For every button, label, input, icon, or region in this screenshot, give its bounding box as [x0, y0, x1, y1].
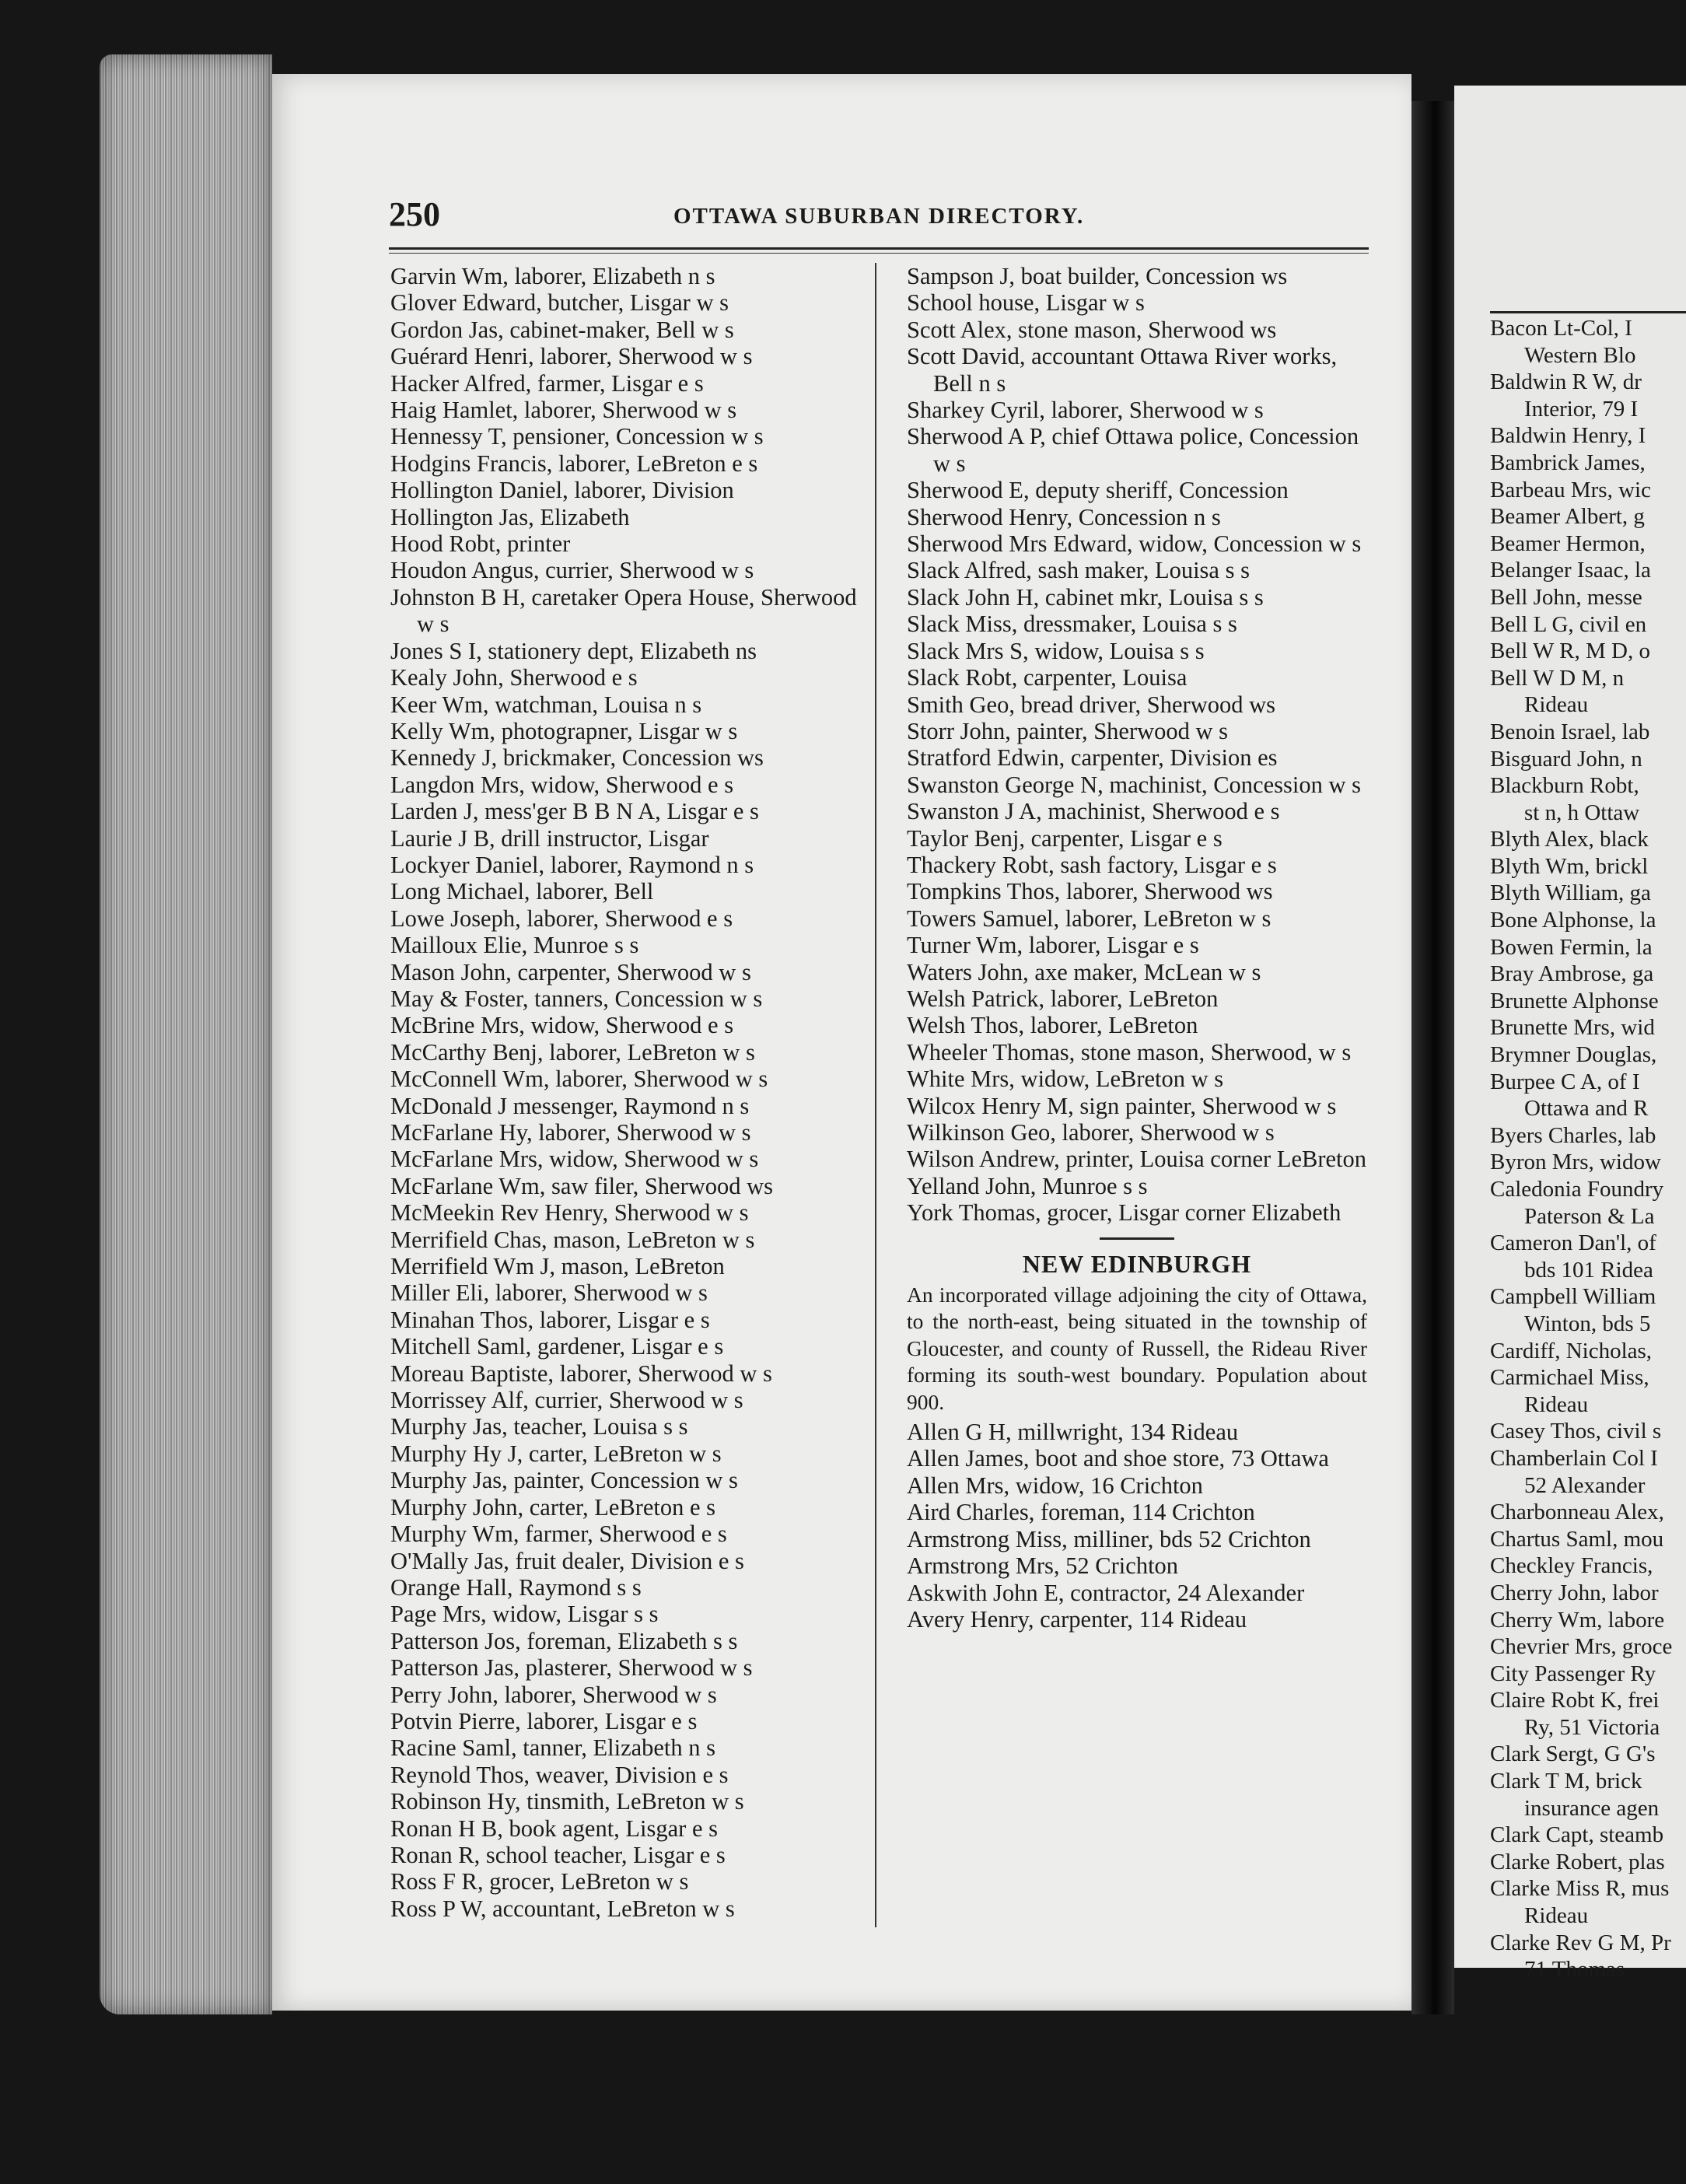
facing-page-line: Brunette Mrs, wid [1490, 1015, 1655, 1041]
directory-entry: Ross P W, accountant, LeBreton w s [390, 1895, 735, 1922]
facing-page-line: Baldwin R W, dr [1490, 369, 1642, 395]
directory-entry: O'Mally Jas, fruit dealer, Division e s [390, 1547, 744, 1574]
facing-page-line: st n, h Ottaw [1524, 800, 1640, 825]
facing-page-line: Cameron Dan'l, of [1490, 1230, 1656, 1256]
facing-page-line: Bell W R, M D, o [1490, 639, 1650, 664]
directory-entry: Yelland John, Munroe s s [907, 1172, 1148, 1199]
directory-entry: Welsh Thos, laborer, LeBreton [907, 1012, 1198, 1039]
facing-page-line: Cardiff, Nicholas, [1490, 1338, 1653, 1363]
facing-page-line: Blyth Wm, brickl [1490, 853, 1649, 879]
facing-page-line: Clarke Rev G M, Pr [1490, 1930, 1671, 1955]
facing-page-line: Beamer Albert, g [1490, 504, 1645, 530]
facing-page-line: Burpee C A, of I [1490, 1069, 1640, 1094]
directory-entry: Garvin Wm, laborer, Elizabeth n s [390, 263, 715, 289]
directory-entry: Slack Alfred, sash maker, Louisa s s [907, 557, 1250, 584]
facing-page-column [1490, 315, 1672, 1983]
facing-page-line: bds 101 Ridea [1524, 1257, 1653, 1283]
facing-page-line: Baldwin Henry, I [1490, 423, 1646, 449]
facing-page-line: Claire Robt K, frei [1490, 1688, 1660, 1713]
directory-entry: May & Foster, tanners, Concession w s [390, 985, 763, 1012]
directory-entry: Welsh Patrick, laborer, LeBreton [907, 985, 1219, 1012]
directory-entry: Avery Henry, carpenter, 114 Rideau [907, 1605, 1247, 1633]
facing-page-line: Campbell William [1490, 1284, 1656, 1310]
facing-page-line: Bell John, messe [1490, 584, 1642, 610]
directory-entry: Merrifield Wm J, mason, LeBreton [390, 1253, 725, 1280]
facing-page-line: Cherry Wm, labore [1490, 1607, 1665, 1633]
directory-entry: Taylor Benj, carpenter, Lisgar e s [907, 824, 1223, 852]
directory-entry: Smith Geo, bread driver, Sherwood ws [907, 691, 1275, 718]
directory-entry: Potvin Pierre, laborer, Lisgar e s [390, 1707, 698, 1734]
directory-entry: Orange Hall, Raymond s s [390, 1573, 642, 1601]
directory-entry: White Mrs, widow, LeBreton w s [907, 1066, 1224, 1093]
directory-entry: Slack John H, cabinet mkr, Louisa s s [907, 583, 1264, 611]
facing-page-line: Clarke Miss R, mus [1490, 1876, 1670, 1902]
directory-entry: Merrifield Chas, mason, LeBreton w s [390, 1226, 755, 1253]
facing-page-line: Chevrier Mrs, groce [1490, 1634, 1673, 1660]
facing-page-line: Blackburn Robt, [1490, 773, 1639, 799]
directory-entry: Swanston George N, machinist, Concession w s [907, 771, 1361, 798]
directory-entry: Murphy John, carter, LeBreton e s [390, 1493, 716, 1521]
facing-page-line: Carmichael Miss, [1490, 1365, 1649, 1391]
directory-entry: Hood Robt, printer [390, 530, 571, 558]
facing-page-line: Clark T M, brick [1490, 1769, 1642, 1794]
facing-page-line: Interior, 79 I [1524, 396, 1639, 422]
facing-page-line: Rideau [1524, 1391, 1589, 1417]
facing-page-line: Clark Sergt, G G's [1490, 1741, 1656, 1767]
directory-entry: Houdon Angus, currier, Sherwood w s [390, 557, 754, 584]
directory-entry: School house, Lisgar w s [907, 289, 1145, 317]
directory-entry: Armstrong Miss, milliner, bds 52 Crichton [907, 1525, 1311, 1552]
facing-page-line: Belanger Isaac, la [1490, 558, 1651, 583]
page-number: 250 [389, 195, 440, 233]
directory-entry: Slack Miss, dressmaker, Louisa s s [907, 611, 1237, 638]
facing-page-line: Western Blo [1524, 342, 1636, 368]
directory-entry: Mailloux Elie, Munroe s s [390, 932, 639, 959]
directory-entry: Sampson J, boat builder, Concession ws [907, 263, 1288, 289]
directory-entry: Waters John, axe maker, McLean w s [907, 958, 1261, 985]
facing-page-line: City Passenger Ry [1490, 1661, 1656, 1686]
header-rule-thin [389, 253, 1369, 254]
directory-entry: Sherwood Henry, Concession n s [907, 503, 1221, 530]
directory-entry: Slack Mrs S, widow, Louisa s s [907, 637, 1205, 664]
directory-entry: Hacker Alfred, farmer, Lisgar e s [390, 369, 704, 397]
directory-entry: Scott Alex, stone mason, Sherwood ws [907, 316, 1277, 343]
facing-page-line: Brunette Alphonse [1490, 988, 1659, 1013]
directory-entry: Slack Robt, carpenter, Louisa [907, 664, 1188, 691]
facing-page-line: Blyth Alex, black [1490, 827, 1649, 852]
directory-entry: Larden J, mess'ger B B N A, Lisgar e s [390, 798, 759, 825]
facing-page-line: Ottawa and R [1524, 1096, 1649, 1122]
directory-entry: Turner Wm, laborer, Lisgar e s [907, 932, 1199, 959]
directory-entry: Wilkinson Geo, laborer, Sherwood w s [907, 1119, 1275, 1146]
facing-page-line: Winton, bds 5 [1524, 1311, 1651, 1336]
directory-entry: Minahan Thos, laborer, Lisgar e s [390, 1306, 710, 1333]
directory-entry: Murphy Jas, painter, Concession w s [390, 1467, 738, 1494]
directory-entry: Racine Saml, tanner, Elizabeth n s [390, 1734, 716, 1762]
book-gutter [1411, 101, 1454, 2014]
facing-page-line: 52 Alexander [1524, 1472, 1646, 1498]
directory-entry: Ronan R, school teacher, Lisgar e s [390, 1841, 726, 1868]
directory-entry: Stratford Edwin, carpenter, Division es [907, 744, 1278, 772]
directory-entry: York Thomas, grocer, Lisgar corner Elizabeth [907, 1199, 1341, 1227]
facing-page-line: Cherry John, labor [1490, 1580, 1659, 1605]
directory-entry: Wheeler Thomas, stone mason, Sherwood, w s [907, 1038, 1352, 1066]
directory-entry: Askwith John E, contractor, 24 Alexander [907, 1579, 1305, 1606]
directory-entry: Aird Charles, foreman, 114 Crichton [907, 1499, 1255, 1526]
column-divider [875, 263, 876, 1927]
directory-entry: Hollington Jas, Elizabeth [390, 503, 630, 530]
directory-entry: Keer Wm, watchman, Louisa n s [390, 691, 702, 718]
facing-page-line: Barbeau Mrs, wic [1490, 477, 1651, 502]
directory-entry: McFarlane Wm, saw filer, Sherwood ws [390, 1172, 774, 1199]
directory-entry: Kelly Wm, photograpner, Lisgar w s [390, 717, 738, 744]
directory-entry: McFarlane Mrs, widow, Sherwood w s [390, 1146, 759, 1173]
section-divider [1100, 1237, 1174, 1240]
directory-entry: Reynold Thos, weaver, Division e s [390, 1761, 729, 1788]
facing-page-line: Beamer Hermon, [1490, 530, 1646, 556]
directory-entry: Armstrong Mrs, 52 Crichton [907, 1552, 1179, 1580]
directory-entry: McMeekin Rev Henry, Sherwood w s [390, 1199, 749, 1227]
facing-page-line: Paterson & La [1524, 1203, 1655, 1229]
directory-entry: Moreau Baptiste, laborer, Sherwood w s [390, 1360, 772, 1387]
directory-entry: Johnston B H, caretaker Opera House, Sherwood w s [390, 583, 857, 638]
directory-entry: Sherwood E, deputy sheriff, Concession [907, 477, 1289, 504]
facing-page-line: Rideau [1524, 1903, 1589, 1929]
running-title: OTTAWA SUBURBAN DIRECTORY. [673, 204, 1085, 229]
directory-entry: Sherwood Mrs Edward, widow, Concession w s [907, 530, 1362, 558]
directory-entry: Morrissey Alf, currier, Sherwood w s [390, 1387, 743, 1414]
right-column-entries [907, 263, 1367, 1227]
directory-entry: Wilcox Henry M, sign painter, Sherwood w s [907, 1092, 1337, 1119]
section-description: An incorporated village adjoining the city of Ottawa, to the north-east, being situated in the township of Gloucester, and county of Russell, the Rideau River forming its south-west boundary. Population about 900. [907, 1283, 1367, 1414]
directory-entry: Laurie J B, drill instructor, Lisgar [390, 824, 709, 852]
facing-page-line: Byron Mrs, widow [1490, 1150, 1661, 1175]
facing-page-line: Clarke Robert, plas [1490, 1849, 1665, 1874]
directory-entry: Hollington Daniel, laborer, Division [390, 477, 734, 504]
facing-page-line: Clark Capt, steamb [1490, 1822, 1664, 1848]
directory-entry: McBrine Mrs, widow, Sherwood e s [390, 1012, 734, 1039]
directory-entry: Robinson Hy, tinsmith, LeBreton w s [390, 1788, 744, 1815]
facing-page-line: Ry, 51 Victoria [1524, 1714, 1660, 1740]
directory-entry: Haig Hamlet, laborer, Sherwood w s [390, 397, 737, 424]
directory-entry: Scott David, accountant Ottawa River works, Bell n s [907, 343, 1338, 397]
facing-page-line: insurance agen [1524, 1795, 1660, 1821]
directory-entry: Patterson Jas, plasterer, Sherwood w s [390, 1654, 753, 1682]
directory-entry: Patterson Jos, foreman, Elizabeth s s [390, 1627, 738, 1654]
facing-page-line: Checkley Francis, [1490, 1553, 1653, 1579]
directory-entry: Tompkins Thos, laborer, Sherwood ws [907, 878, 1273, 905]
directory-entry: Ross F R, grocer, LeBreton w s [390, 1868, 689, 1895]
facing-page-line: Byers Charles, lab [1490, 1122, 1656, 1148]
directory-entry: Allen G H, millwright, 134 Rideau [907, 1419, 1239, 1446]
directory-entry: Allen Mrs, widow, 16 Crichton [907, 1472, 1203, 1499]
directory-entry: Towers Samuel, laborer, LeBreton w s [907, 905, 1271, 932]
directory-entry: Hennessy T, pensioner, Concession w s [390, 423, 764, 450]
directory-entry: McCarthy Benj, laborer, LeBreton w s [390, 1038, 755, 1066]
facing-page-line: Bray Ambrose, ga [1490, 961, 1654, 987]
directory-entry: Perry John, laborer, Sherwood w s [390, 1681, 717, 1708]
facing-page-line: Rideau [1524, 692, 1589, 718]
directory-entry: Kennedy J, brickmaker, Concession ws [390, 744, 764, 772]
directory-entry: Long Michael, laborer, Bell [390, 878, 654, 905]
facing-page-line: Benoin Israel, lab [1490, 719, 1650, 744]
directory-entry: Kealy John, Sherwood e s [390, 664, 638, 691]
facing-page-line: Bowen Fermin, la [1490, 934, 1653, 960]
directory-entry: Swanston J A, machinist, Sherwood e s [907, 798, 1280, 825]
facing-page-line: 71 Thomas [1524, 1957, 1625, 1983]
facing-page-line: Bisguard John, n [1490, 746, 1642, 772]
directory-entry: Sharkey Cyril, laborer, Sherwood w s [907, 397, 1264, 424]
directory-entry: Sherwood A P, chief Ottawa police, Concession w s [907, 423, 1359, 477]
directory-entry: Mitchell Saml, gardener, Lisgar e s [390, 1333, 724, 1360]
directory-entry: McConnell Wm, laborer, Sherwood w s [390, 1066, 768, 1093]
directory-entry: Gordon Jas, cabinet-maker, Bell w s [390, 316, 734, 343]
new-edinburgh-entries [907, 1419, 1367, 1633]
facing-page-line: Chartus Saml, mou [1490, 1526, 1664, 1552]
directory-entry: Murphy Hy J, carter, LeBreton w s [390, 1440, 722, 1467]
directory-entry: Miller Eli, laborer, Sherwood w s [390, 1279, 708, 1307]
facing-page-line: Bambrick James, [1490, 450, 1646, 475]
directory-entry: Hodgins Francis, laborer, LeBreton e s [390, 450, 758, 477]
section-heading-new-edinburgh: NEW EDINBURGH [1022, 1249, 1252, 1278]
directory-entry: Lockyer Daniel, laborer, Raymond n s [390, 851, 754, 878]
directory-entry: Lowe Joseph, laborer, Sherwood e s [390, 905, 733, 932]
right-column [907, 263, 1367, 1633]
directory-entry: Allen James, boot and shoe store, 73 Ottawa [907, 1445, 1329, 1472]
directory-entry: Wilson Andrew, printer, Louisa corner LeBreton [907, 1146, 1366, 1173]
directory-entry: Thackery Robt, sash factory, Lisgar e s [907, 851, 1277, 878]
facing-page-line: Charbonneau Alex, [1490, 1500, 1664, 1525]
facing-page-line: Chamberlain Col I [1490, 1445, 1658, 1471]
facing-page-line: Bell L G, civil en [1490, 611, 1647, 637]
facing-page-line: Casey Thos, civil s [1490, 1419, 1662, 1444]
directory-entry: Mason John, carpenter, Sherwood w s [390, 958, 751, 985]
directory-entry: Page Mrs, widow, Lisgar s s [390, 1601, 659, 1628]
directory-entry: Storr John, painter, Sherwood w s [907, 717, 1229, 744]
directory-entry: Guérard Henri, laborer, Sherwood w s [390, 343, 753, 370]
directory-entry: Jones S I, stationery dept, Elizabeth ns [390, 637, 757, 664]
directory-entry: Murphy Wm, farmer, Sherwood e s [390, 1521, 727, 1548]
header-rule [389, 247, 1369, 250]
facing-page-line: Bell W D M, n [1490, 665, 1625, 691]
directory-entry: McDonald J messenger, Raymond n s [390, 1092, 750, 1119]
directory-entry: Ronan H B, book agent, Lisgar e s [390, 1815, 718, 1842]
facing-page-rule [1490, 311, 1686, 313]
directory-entry: Murphy Jas, teacher, Louisa s s [390, 1413, 688, 1440]
facing-page-line: Blyth William, ga [1490, 880, 1651, 906]
directory-entry: Langdon Mrs, widow, Sherwood e s [390, 771, 734, 798]
facing-page-line: Caledonia Foundry [1490, 1177, 1664, 1202]
facing-page-line: Bacon Lt-Col, I [1490, 316, 1632, 341]
left-column [390, 263, 857, 1922]
directory-entry: McFarlane Hy, laborer, Sherwood w s [390, 1119, 751, 1146]
directory-entry: Glover Edward, butcher, Lisgar w s [390, 289, 729, 317]
facing-page-line: Bone Alphonse, la [1490, 908, 1656, 933]
book-page-edges [100, 54, 272, 2014]
facing-page-line: Brymner Douglas, [1490, 1042, 1657, 1068]
